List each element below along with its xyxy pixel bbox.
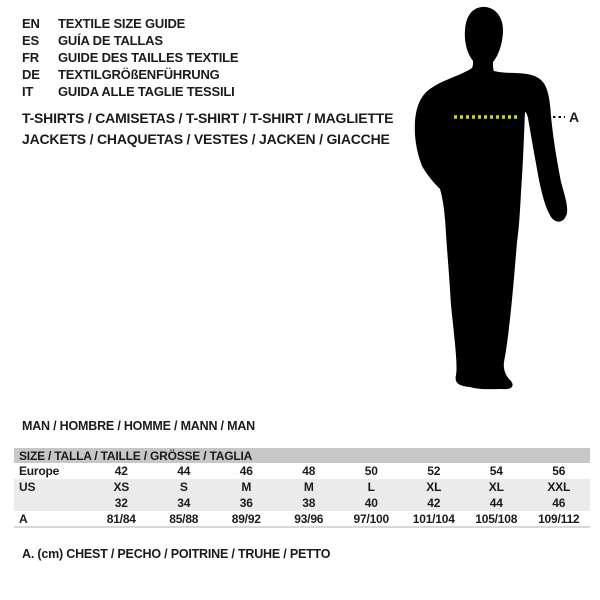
language-label: GUIDE DES TAILLES TEXTILE — [58, 50, 239, 65]
size-cell: S — [153, 479, 216, 495]
man-silhouette — [390, 0, 600, 410]
section-title-man: MAN / HOMBRE / HOMME / MANN / MAN — [22, 419, 255, 433]
table-header-row — [14, 448, 590, 463]
row-label: A — [19, 511, 28, 526]
size-cell: 48 — [302, 464, 316, 478]
size-cell: XXL — [528, 479, 591, 495]
garment-categories — [22, 108, 393, 150]
table-row-us-numeric — [14, 495, 590, 511]
size-cell: 93/96 — [294, 511, 324, 526]
measurement-footnote: A. (cm) CHEST / PECHO / POITRINE / TRUHE / PETTO — [22, 547, 331, 561]
size-cell: 44 — [465, 495, 528, 511]
row-label: Europe — [19, 464, 60, 478]
size-cell: 105/108 — [475, 511, 518, 526]
list-item — [22, 32, 238, 49]
size-cell: 46 — [528, 495, 591, 511]
size-cell: M — [215, 479, 278, 495]
language-list — [22, 15, 238, 100]
language-code: DE — [22, 67, 40, 82]
size-cell: 52 — [427, 464, 441, 478]
size-cell: 40 — [340, 495, 403, 511]
language-label: TEXTILGRÖßENFÜHRUNG — [58, 67, 220, 82]
size-cell: M — [278, 479, 341, 495]
man-body-shape — [415, 7, 567, 389]
list-item — [22, 49, 238, 66]
size-cell: 50 — [364, 464, 378, 478]
size-cell: L — [340, 479, 403, 495]
size-cell: XL — [465, 479, 528, 495]
size-cell: 42 — [403, 495, 466, 511]
language-code: ES — [22, 33, 39, 48]
language-code: IT — [22, 84, 34, 99]
size-cell: 34 — [153, 495, 216, 511]
table-header: SIZE / TALLA / TAILLE / GRÖSSE / TAGLIA — [14, 448, 590, 463]
language-label: TEXTILE SIZE GUIDE — [58, 16, 186, 31]
size-cell: 101/104 — [412, 511, 455, 526]
size-cell: 54 — [489, 464, 503, 478]
row-label — [14, 495, 90, 511]
size-cell: 36 — [215, 495, 278, 511]
size-cell: 38 — [278, 495, 341, 511]
language-code: EN — [22, 16, 40, 31]
size-cell: 56 — [552, 464, 566, 478]
size-cell: 44 — [177, 464, 191, 478]
size-cell: XS — [90, 479, 153, 495]
language-code: FR — [22, 50, 39, 65]
category-jackets: JACKETS / CHAQUETAS / VESTES / JACKEN / GIACCHE — [22, 131, 390, 147]
table-row-us — [14, 479, 590, 495]
size-cell: 97/100 — [353, 511, 389, 526]
list-item — [22, 83, 238, 100]
size-cell: 81/84 — [106, 511, 136, 526]
size-table — [14, 448, 590, 528]
size-cell: 109/112 — [538, 511, 580, 526]
table-row-chest-cm — [14, 511, 590, 527]
size-cell: 85/88 — [169, 511, 199, 526]
language-label: GUÍA DE TALLAS — [58, 33, 163, 48]
category-tshirts: T-SHIRTS / CAMISETAS / T-SHIRT / T-SHIRT / MAGLIETTE — [22, 110, 394, 126]
size-cell: XL — [403, 479, 466, 495]
list-item — [22, 15, 238, 32]
size-cell: 46 — [239, 464, 253, 478]
list-item — [22, 66, 238, 83]
language-label: GUIDA ALLE TAGLIE TESSILI — [58, 84, 235, 99]
measure-label-a: A — [569, 109, 580, 125]
size-cell: 42 — [114, 464, 128, 478]
row-label: US — [14, 479, 90, 495]
size-cell: 32 — [90, 495, 153, 511]
man-silhouette-figure — [390, 0, 600, 410]
table-row-europe — [14, 463, 590, 479]
size-cell: 89/92 — [231, 511, 261, 526]
